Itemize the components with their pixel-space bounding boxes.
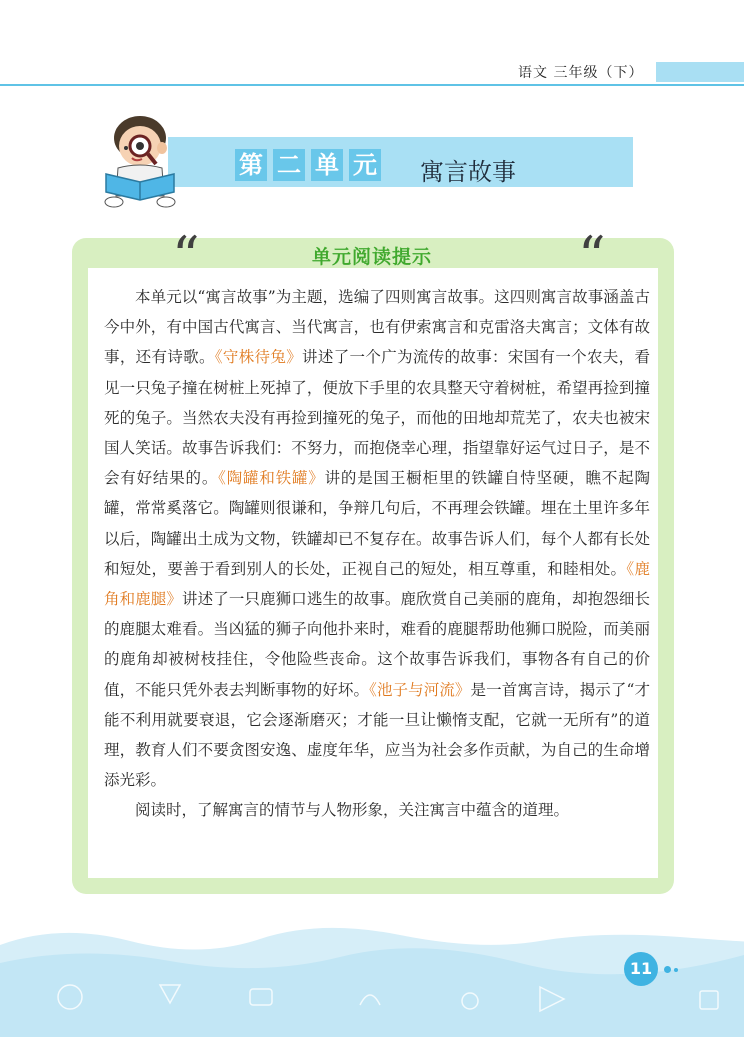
quote-right-icon: “ <box>578 225 606 288</box>
reading-tips-body <box>104 282 650 826</box>
story-title-shouzhudaitu: 《守株待兔》 <box>214 348 303 367</box>
story-title-chiziyuheliu: 《池子与河流》 <box>369 680 471 699</box>
unit-char-4: 元 <box>349 149 381 181</box>
unit-char-2: 二 <box>273 149 305 181</box>
unit-char-3: 单 <box>311 149 343 181</box>
unit-number-label <box>235 149 381 181</box>
reading-tips-heading: 单元阅读提示 <box>311 246 432 268</box>
text-span: 讲的是国王橱柜里的铁罐自恃坚硬，瞧不起陶罐，常常奚落它。陶罐则很谦和，争辩几句后，不再理会铁罐。埋在土里许多年以后，陶罐出土成为文物，铁罐却已不复存在。故事告诉人们，每个人都有长处和短处，要善于看到别人的长处，正视自己的短处，相互尊重，和睦相处。 <box>104 469 650 578</box>
unit-topic-title: 寓言故事 <box>420 158 516 186</box>
header-accent-bar <box>656 62 744 82</box>
page-number-badge: 11 <box>624 952 658 986</box>
quote-left-icon: “ <box>172 225 200 288</box>
paragraph-2: 阅读时，了解寓言的情节与人物形象，关注寓言中蕴含的道理。 <box>135 801 570 820</box>
header-rule <box>0 84 744 86</box>
paragraph-1 <box>104 282 650 795</box>
page-dot-decoration <box>664 966 671 973</box>
subject-grade-label: 语文 三年级（下） <box>518 65 644 81</box>
unit-char-1: 第 <box>235 149 267 181</box>
text-span: 是一首寓言诗，揭示了“才能不利用就要衰退，它会逐渐磨灭；才能一旦让懒惰支配，它就一无所有”的道理，教育人们不要贪图安逸、虚度年华，应当为社会多作贡献，为自己的生命增添光彩。 <box>104 680 650 790</box>
page-dot-decoration <box>674 968 678 972</box>
story-title-taoguanhetieguan: 《陶罐和铁罐》 <box>218 469 325 488</box>
mascot-boy-reading-icon <box>100 110 186 208</box>
story-title-lujiaoheulutui: 《鹿角和鹿腿》 <box>104 559 650 609</box>
text-span: 本单元以“寓言故事”为主题，选编了四则寓言故事。这四则寓言故事涵盖古今中外，有中国古代寓言、当代寓言，也有伊索寓言和克雷洛夫寓言；文体有故事，还有诗歌。 <box>104 288 650 367</box>
text-span: 讲述了一个广为流传的故事：宋国有一个农夫，看见一只兔子撞在树桩上死掉了，便放下手里的农具整天守着树桩，希望再捡到撞死的兔子。当然农夫没有再捡到撞死的兔子，而他的田地却荒芜了，农夫也被宋国人笑话。故事告诉我们：不努力，而抱侥幸心理，指望靠好运气过日子，是不会有好结果的。 <box>104 348 650 488</box>
text-span: 讲述了一只鹿狮口逃生的故事。鹿欣赏自己美丽的鹿角，却抱怨细长的鹿腿太难看。当凶猛的狮子向他扑来时，难看的鹿腿帮助他狮口脱险，而美丽的鹿角却被树枝挂住，令他险些丧命。这个故事告诉我们，事物各有自己的价值，不能只凭外表去判断事物的好坏。 <box>104 590 650 699</box>
